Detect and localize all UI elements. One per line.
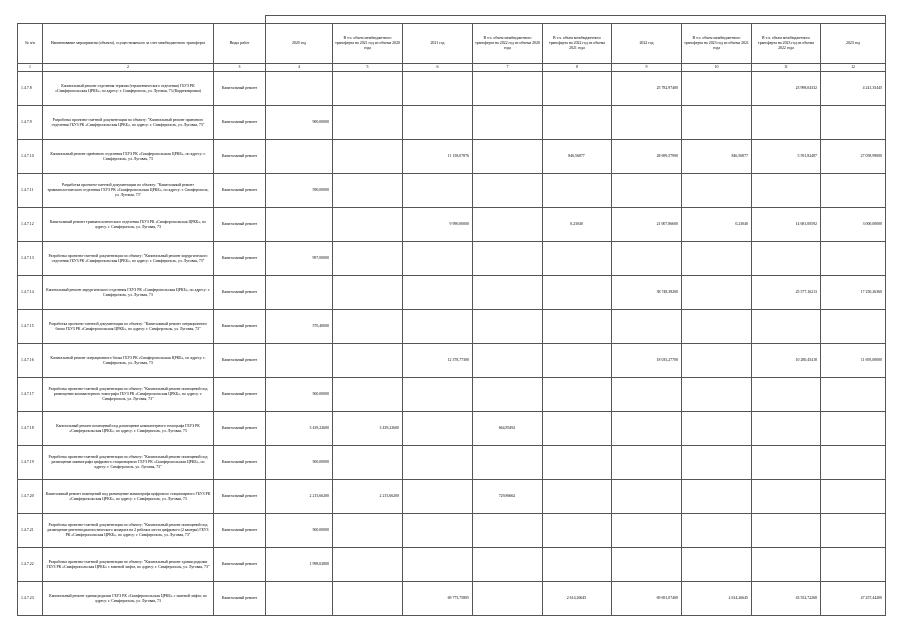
value-2020-cell bbox=[266, 208, 333, 242]
value-2021-cell bbox=[403, 174, 473, 208]
transfer-2022-from-2021-cell bbox=[543, 174, 612, 208]
header-cell: 2021 год bbox=[403, 24, 473, 64]
measure-name-cell: Капитальный ремонт отделения терапии (терапевтического отделения) ГБУЗ РК «Симферопольская ЦРКБ», по адресу: г. Симферополь, ул. Луговая, 73 (Корректировка) bbox=[43, 72, 214, 106]
value-2021-cell: 9 990,00000 bbox=[403, 208, 473, 242]
column-number: 4 bbox=[266, 64, 333, 72]
transfer-2022-from-2021-cell bbox=[543, 412, 612, 446]
measure-name-cell: Разработка проектно-сметной документации по объекту: "Капитальный ремонт травматологического отделения ГБУЗ РК «Симферопольская ЦРКБ», по адресу: г. Симферополь, ул. Луговая, 73" bbox=[43, 174, 214, 208]
transfer-2022-from-2020-cell bbox=[473, 310, 543, 344]
value-2020-cell bbox=[266, 140, 333, 174]
transfer-2023-from-2022-cell: 14 681,00592 bbox=[752, 208, 821, 242]
value-2022-cell bbox=[612, 548, 682, 582]
value-2020-cell bbox=[266, 72, 333, 106]
column-number: 11 bbox=[752, 64, 821, 72]
value-2020-cell: 500,00000 bbox=[266, 514, 333, 548]
value-2023-cell: 47 257,44200 bbox=[821, 582, 886, 616]
table-row bbox=[18, 310, 886, 344]
row-number-cell: 1.4.7.14 bbox=[18, 276, 43, 310]
row-number-cell: 1.4.7.8 bbox=[18, 72, 43, 106]
transfer-2022-from-2021-cell: 846,56877 bbox=[543, 140, 612, 174]
transfer-2023-from-2022-cell: 5 591,82487 bbox=[752, 140, 821, 174]
transfer-2021-from-2020-cell: 2 215,66200 bbox=[333, 480, 403, 514]
column-number: 8 bbox=[543, 64, 612, 72]
value-2022-cell bbox=[612, 174, 682, 208]
transfer-2022-from-2021-cell: 0,23040 bbox=[543, 208, 612, 242]
value-2023-cell bbox=[821, 242, 886, 276]
transfer-2023-from-2021-cell bbox=[682, 412, 752, 446]
transfer-2021-from-2020-cell bbox=[333, 344, 403, 378]
column-number: 9 bbox=[612, 64, 682, 72]
value-2022-cell bbox=[612, 378, 682, 412]
value-2023-cell bbox=[821, 514, 886, 548]
value-2022-cell bbox=[612, 412, 682, 446]
value-2021-cell bbox=[403, 310, 473, 344]
value-2021-cell bbox=[403, 72, 473, 106]
value-2021-cell bbox=[403, 242, 473, 276]
transfer-2021-from-2020-cell bbox=[333, 72, 403, 106]
transfer-2023-from-2022-cell bbox=[752, 174, 821, 208]
column-number-row bbox=[18, 64, 886, 72]
transfer-2022-from-2021-cell bbox=[543, 72, 612, 106]
value-2023-cell bbox=[821, 106, 886, 140]
value-2021-cell bbox=[403, 446, 473, 480]
value-2021-cell bbox=[403, 480, 473, 514]
measure-name-cell: Разработка проектно-сметной документации по объекту: "Капитальный ремонт хирургического отделения ГБУЗ РК «Симферопольская ЦРКБ», по адресу: г. Симферополь, ул. Луговая, 73" bbox=[43, 242, 214, 276]
transfer-2022-from-2020-cell bbox=[473, 446, 543, 480]
header-cell: № п/п bbox=[18, 24, 43, 64]
work-type-cell: Капитальный ремонт bbox=[214, 72, 266, 106]
transfer-2022-from-2020-cell: 729,86662 bbox=[473, 480, 543, 514]
work-type-cell: Капитальный ремонт bbox=[214, 548, 266, 582]
transfer-2021-from-2020-cell bbox=[333, 310, 403, 344]
value-2022-cell: 69 691,07400 bbox=[612, 582, 682, 616]
transfer-2022-from-2020-cell bbox=[473, 514, 543, 548]
row-number-cell: 1.4.7.21 bbox=[18, 514, 43, 548]
column-number: 7 bbox=[473, 64, 543, 72]
measure-name-cell: Капитальный ремонт приёмного отделения ГБУЗ РК «Симферопольская ЦРКБ», по адресу: г. Симферополь, ул. Луговая, 73 bbox=[43, 140, 214, 174]
transfer-2022-from-2020-cell bbox=[473, 378, 543, 412]
row-number-cell: 1.4.7.9 bbox=[18, 106, 43, 140]
value-2021-cell bbox=[403, 276, 473, 310]
table-header-row bbox=[18, 24, 886, 64]
transfer-2021-from-2020-cell bbox=[333, 446, 403, 480]
value-2023-cell bbox=[821, 548, 886, 582]
value-2020-cell: 997,00000 bbox=[266, 242, 333, 276]
row-number-cell: 1.4.7.18 bbox=[18, 412, 43, 446]
measure-name-cell: Капитальный ремонт хирургического отделения ГБУЗ РК «Симферопольская ЦРКБ», по адресу: г. Симферополь, ул. Луговая, 73 bbox=[43, 276, 214, 310]
value-2022-cell: 25 782,97400 bbox=[612, 72, 682, 106]
transfer-2021-from-2020-cell bbox=[333, 276, 403, 310]
row-number-cell: 1.4.7.20 bbox=[18, 480, 43, 514]
value-2022-cell: 18 035,27700 bbox=[612, 344, 682, 378]
value-2021-cell bbox=[403, 106, 473, 140]
transfer-2022-from-2020-cell bbox=[473, 208, 543, 242]
table-row bbox=[18, 140, 886, 174]
work-type-cell: Капитальный ремонт bbox=[214, 242, 266, 276]
table-row bbox=[18, 412, 886, 446]
value-2020-cell: 570,40000 bbox=[266, 310, 333, 344]
table-row bbox=[18, 344, 886, 378]
column-number: 12 bbox=[821, 64, 886, 72]
value-2021-cell bbox=[403, 514, 473, 548]
work-type-cell: Капитальный ремонт bbox=[214, 208, 266, 242]
header-cell: 2020 год bbox=[266, 24, 333, 64]
transfer-2022-from-2021-cell bbox=[543, 378, 612, 412]
header-cell: Наименование мероприятия (объекта), осуществляемого за счет межбюджетного трансферта bbox=[43, 24, 214, 64]
value-2022-cell: 21 007,86600 bbox=[612, 208, 682, 242]
row-number-cell: 1.4.7.17 bbox=[18, 378, 43, 412]
transfer-2023-from-2021-cell: 0,23040 bbox=[682, 208, 752, 242]
transfer-2023-from-2022-cell bbox=[752, 480, 821, 514]
transfer-2022-from-2021-cell bbox=[543, 242, 612, 276]
value-2022-cell bbox=[612, 242, 682, 276]
transfer-2022-from-2020-cell bbox=[473, 140, 543, 174]
value-2021-cell: 69 775,75805 bbox=[403, 582, 473, 616]
row-number-cell: 1.4.7.11 bbox=[18, 174, 43, 208]
transfer-2023-from-2022-cell bbox=[752, 106, 821, 140]
table-row bbox=[18, 174, 886, 208]
column-number: 2 bbox=[43, 64, 214, 72]
transfer-2022-from-2020-cell bbox=[473, 174, 543, 208]
table-row bbox=[18, 548, 886, 582]
value-2020-cell: 3 439,22600 bbox=[266, 412, 333, 446]
transfer-2022-from-2020-cell bbox=[473, 276, 543, 310]
measure-name-cell: Капитальный ремонт операционного блока ГБУЗ РК «Симферопольская ЦРКБ», по адресу: г. Симферополь, ул. Луговая, 73 bbox=[43, 344, 214, 378]
transfer-2021-from-2020-cell bbox=[333, 140, 403, 174]
transfer-2023-from-2022-cell bbox=[752, 310, 821, 344]
transfer-2023-from-2021-cell bbox=[682, 106, 752, 140]
transfer-2023-from-2021-cell bbox=[682, 548, 752, 582]
transfer-2021-from-2020-cell bbox=[333, 548, 403, 582]
transfer-2022-from-2020-cell bbox=[473, 242, 543, 276]
row-number-cell: 1.4.7.22 bbox=[18, 548, 43, 582]
work-type-cell: Капитальный ремонт bbox=[214, 174, 266, 208]
transfer-2023-from-2021-cell bbox=[682, 72, 752, 106]
transfer-2023-from-2021-cell bbox=[682, 514, 752, 548]
table-row bbox=[18, 242, 886, 276]
value-2022-cell: 38 748,38200 bbox=[612, 276, 682, 310]
table-row bbox=[18, 208, 886, 242]
budget-table bbox=[17, 15, 886, 616]
transfer-2022-from-2020-cell bbox=[473, 548, 543, 582]
work-type-cell: Капитальный ремонт bbox=[214, 514, 266, 548]
header-cell: В т.ч. объем межбюджетного трансферта на 2021 год из объема 2020 года bbox=[333, 24, 403, 64]
work-type-cell: Капитальный ремонт bbox=[214, 378, 266, 412]
value-2020-cell: 900,00000 bbox=[266, 106, 333, 140]
work-type-cell: Капитальный ремонт bbox=[214, 582, 266, 616]
transfer-2022-from-2021-cell: 2 614,26645 bbox=[543, 582, 612, 616]
transfer-2022-from-2020-cell bbox=[473, 72, 543, 106]
transfer-2021-from-2020-cell: 3 439,22600 bbox=[333, 412, 403, 446]
value-2022-cell bbox=[612, 514, 682, 548]
value-2022-cell bbox=[612, 446, 682, 480]
value-2020-cell: 590,00000 bbox=[266, 174, 333, 208]
work-type-cell: Капитальный ремонт bbox=[214, 140, 266, 174]
column-number: 5 bbox=[333, 64, 403, 72]
table-row bbox=[18, 378, 886, 412]
table-row bbox=[18, 106, 886, 140]
transfer-2021-from-2020-cell bbox=[333, 174, 403, 208]
value-2023-cell: 17 250,26360 bbox=[821, 276, 886, 310]
measure-name-cell: Капитальный ремонт помещений под размещение компьютерного томографа ГБУЗ РК «Симферопольская ЦРКБ», по адресу: г. Симферополь, ул. Луговая, 73 bbox=[43, 412, 214, 446]
transfer-2023-from-2021-cell bbox=[682, 446, 752, 480]
work-type-cell: Капитальный ремонт bbox=[214, 412, 266, 446]
row-number-cell: 1.4.7.15 bbox=[18, 310, 43, 344]
work-type-cell: Капитальный ремонт bbox=[214, 446, 266, 480]
value-2020-cell: 2 215,66200 bbox=[266, 480, 333, 514]
transfer-2022-from-2021-cell bbox=[543, 480, 612, 514]
transfer-2023-from-2022-cell bbox=[752, 378, 821, 412]
transfer-2023-from-2021-cell bbox=[682, 276, 752, 310]
work-type-cell: Капитальный ремонт bbox=[214, 310, 266, 344]
transfer-2023-from-2021-cell bbox=[682, 480, 752, 514]
row-number-cell: 1.4.7.23 bbox=[18, 582, 43, 616]
transfer-2022-from-2021-cell bbox=[543, 310, 612, 344]
table-row bbox=[18, 446, 886, 480]
value-2020-cell bbox=[266, 276, 333, 310]
measure-name-cell: Капитальный ремонт травматологического отделения ГБУЗ РК «Симферопольская ЦРКБ», по адресу: г. Симферополь, ул. Луговая, 73 bbox=[43, 208, 214, 242]
value-2021-cell: 12 378,77300 bbox=[403, 344, 473, 378]
transfer-2022-from-2020-cell bbox=[473, 582, 543, 616]
table-row bbox=[18, 480, 886, 514]
table-row bbox=[18, 72, 886, 106]
transfer-2023-from-2022-cell: 25 577,16213 bbox=[752, 276, 821, 310]
transfer-2022-from-2021-cell bbox=[543, 548, 612, 582]
value-2021-cell: 11 158,07876 bbox=[403, 140, 473, 174]
transfer-2022-from-2021-cell bbox=[543, 106, 612, 140]
work-type-cell: Капитальный ремонт bbox=[214, 276, 266, 310]
value-2021-cell bbox=[403, 412, 473, 446]
transfer-2022-from-2021-cell bbox=[543, 276, 612, 310]
transfer-2023-from-2021-cell bbox=[682, 310, 752, 344]
value-2023-cell: 27 058,99000 bbox=[821, 140, 886, 174]
transfer-2022-from-2020-cell: 664,85492 bbox=[473, 412, 543, 446]
transfer-2021-from-2020-cell bbox=[333, 514, 403, 548]
header-cell: 2022 год bbox=[612, 24, 682, 64]
value-2023-cell bbox=[821, 446, 886, 480]
value-2020-cell: 500,00000 bbox=[266, 446, 333, 480]
value-2023-cell: 11 695,00000 bbox=[821, 344, 886, 378]
transfer-2022-from-2021-cell bbox=[543, 446, 612, 480]
transfer-2021-from-2020-cell bbox=[333, 106, 403, 140]
transfer-2023-from-2022-cell bbox=[752, 548, 821, 582]
header-cell: 2023 год bbox=[821, 24, 886, 64]
value-2020-cell: 1 998,02800 bbox=[266, 548, 333, 582]
value-2020-cell bbox=[266, 344, 333, 378]
transfer-2021-from-2020-cell bbox=[333, 208, 403, 242]
row-number-cell: 1.4.7.12 bbox=[18, 208, 43, 242]
column-number: 6 bbox=[403, 64, 473, 72]
value-2021-cell bbox=[403, 378, 473, 412]
transfer-2023-from-2021-cell bbox=[682, 378, 752, 412]
header-cell: В т.ч. объем межбюджетного трансферта на 2023 год из объема 2021 года bbox=[682, 24, 752, 64]
header-cell: В т.ч. объем межбюджетного трансферта на 2022 год из объема 2020 года bbox=[473, 24, 543, 64]
table-top-strip bbox=[18, 16, 886, 24]
value-2022-cell: 28 699,57900 bbox=[612, 140, 682, 174]
transfer-2023-from-2021-cell: 846,56877 bbox=[682, 140, 752, 174]
measure-name-cell: Разработка проектно-сметной документации по объекту: "Капитальный ремонт помещений под размещение маммографа цифрового стационарного ГБУЗ РК «Симферопольская ЦРКБ», по адресу: г. Симферополь, ул. Луговая, 73" bbox=[43, 446, 214, 480]
column-number: 10 bbox=[682, 64, 752, 72]
value-2023-cell bbox=[821, 378, 886, 412]
column-number: 3 bbox=[214, 64, 266, 72]
row-number-cell: 1.4.7.13 bbox=[18, 242, 43, 276]
table-row bbox=[18, 276, 886, 310]
measure-name-cell: Капитальный ремонт здания родилки ГБУЗ РК «Симферопольская ЦРКБ» с заменой лифта, по адресу: г. Симферополь, ул. Луговая, 73 bbox=[43, 582, 214, 616]
value-2023-cell bbox=[821, 412, 886, 446]
measure-name-cell: Капитальный ремонт помещений под размещение маммографа цифрового стационарного ГБУЗ РК «Симферопольская ЦРКБ», по адресу: г. Симферополь, ул. Луговая, 73 bbox=[43, 480, 214, 514]
column-number: 1 bbox=[18, 64, 43, 72]
transfer-2023-from-2021-cell bbox=[682, 174, 752, 208]
header-cell: В т.ч. объем межбюджетного трансферта на 2023 год из объема 2022 года bbox=[752, 24, 821, 64]
transfer-2022-from-2021-cell bbox=[543, 514, 612, 548]
row-number-cell: 1.4.7.16 bbox=[18, 344, 43, 378]
work-type-cell: Капитальный ремонт bbox=[214, 106, 266, 140]
transfer-2023-from-2022-cell bbox=[752, 242, 821, 276]
value-2023-cell: 3 000,00000 bbox=[821, 208, 886, 242]
value-2022-cell bbox=[612, 310, 682, 344]
measure-name-cell: Разработка проектно-сметной документации по объекту: "Капитальный ремонт операционного блока ГБУЗ РК «Симферопольская ЦРКБ», по адресу: г. Симферополь, ул. Луговая, 73" bbox=[43, 310, 214, 344]
row-number-cell: 1.4.7.19 bbox=[18, 446, 43, 480]
transfer-2023-from-2022-cell: 10 280,45418 bbox=[752, 344, 821, 378]
value-2023-cell bbox=[821, 480, 886, 514]
row-number-cell: 1.4.7.10 bbox=[18, 140, 43, 174]
table-row bbox=[18, 514, 886, 548]
value-2021-cell bbox=[403, 548, 473, 582]
measure-name-cell: Разработка проектно-сметной документации по объекту: "Капитальный ремонт помещений под размещение рентгенодиагностического аппарата на 2 рабочих места цифрового (2 камеры) ГБУЗ РК «Симферопольская ЦРКБ», по адресу: г. Симферополь, ул. Луговая, 73" bbox=[43, 514, 214, 548]
transfer-2023-from-2021-cell bbox=[682, 344, 752, 378]
value-2023-cell: 4 241,35445 bbox=[821, 72, 886, 106]
table-row bbox=[18, 582, 886, 616]
transfer-2023-from-2022-cell bbox=[752, 412, 821, 446]
transfer-2021-from-2020-cell bbox=[333, 242, 403, 276]
transfer-2022-from-2020-cell bbox=[473, 106, 543, 140]
value-2023-cell bbox=[821, 174, 886, 208]
work-type-cell: Капитальный ремонт bbox=[214, 344, 266, 378]
header-cell: В т.ч. объем межбюджетного трансферта на 2022 год из объема 2021 года bbox=[543, 24, 612, 64]
transfer-2023-from-2022-cell bbox=[752, 514, 821, 548]
transfer-2022-from-2020-cell bbox=[473, 344, 543, 378]
transfer-2023-from-2021-cell bbox=[682, 242, 752, 276]
transfer-2023-from-2022-cell bbox=[752, 446, 821, 480]
transfer-2023-from-2022-cell: 23 998,04332 bbox=[752, 72, 821, 106]
work-type-cell: Капитальный ремонт bbox=[214, 480, 266, 514]
value-2023-cell bbox=[821, 310, 886, 344]
transfer-2023-from-2022-cell: 43 552,72268 bbox=[752, 582, 821, 616]
value-2020-cell: 500,00000 bbox=[266, 378, 333, 412]
header-cell: Виды работ bbox=[214, 24, 266, 64]
measure-name-cell: Разработка проектно-сметной документации по объекту: "Капитальный ремонт приемного отделения ГБУЗ РК «Симферопольская ЦРКБ», по адресу: г. Симферополь, ул. Луговая, 73" bbox=[43, 106, 214, 140]
transfer-2023-from-2021-cell: 2 614,26645 bbox=[682, 582, 752, 616]
transfer-2021-from-2020-cell bbox=[333, 378, 403, 412]
value-2022-cell bbox=[612, 480, 682, 514]
value-2022-cell bbox=[612, 106, 682, 140]
transfer-2022-from-2021-cell bbox=[543, 344, 612, 378]
value-2020-cell bbox=[266, 582, 333, 616]
measure-name-cell: Разработка проектно-сметной документации по объекту: "Капитальный ремонт помещений под размещение компьютерного томографа ГБУЗ РК «Симферопольская ЦРКБ», по адресу: г. Симферополь, ул. Луговая, 73" bbox=[43, 378, 214, 412]
transfer-2021-from-2020-cell bbox=[333, 582, 403, 616]
measure-name-cell: Разработка проектно-сметной документации по объекту: "Капитальный ремонт здания родилки ГБУЗ РК «Симферопольская ЦРКБ» с заменой лифта, по адресу: г. Симферополь, ул. Луговая, 73" bbox=[43, 548, 214, 582]
